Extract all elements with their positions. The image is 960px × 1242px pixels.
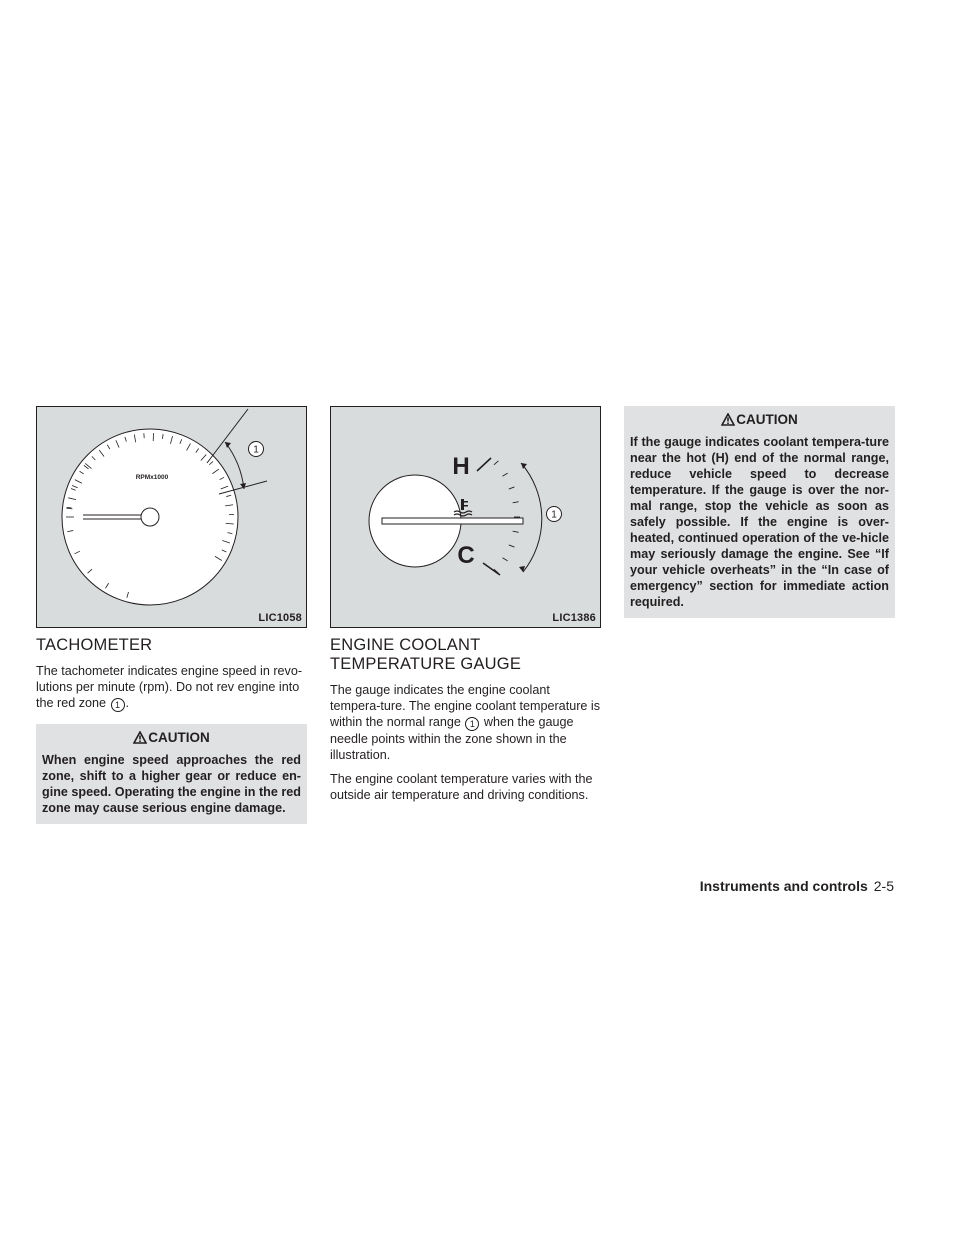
- tachometer-column: [36, 406, 307, 824]
- page-footer: [700, 878, 894, 894]
- coolant-tick: [503, 558, 508, 561]
- coolant-scale-ticks: [494, 461, 520, 573]
- figure-code: LIC1058: [258, 612, 302, 624]
- body-paragraph: [36, 663, 307, 712]
- footer-section-title: Instruments and controls: [699, 878, 868, 894]
- coolant-tick: [513, 502, 519, 503]
- caution-text: If the gauge indicates coolant tempera-ture near the hot (H) end of the normal range, reduce vehicle speed to decrease temperature. If the gauge is over the nor-mal range, stop the vehicle as soon as safely possible. If the engine is over-heated, continued operation of the ve-hicle may seriously damage the engine. See “If your vehicle overheats” in the “In case of emergency” section for immediate action required.: [630, 435, 889, 609]
- caution-box: [36, 724, 307, 824]
- section-heading: ENGINE COOLANT TEMPERATURE GAUGE: [330, 636, 522, 673]
- cold-label: C: [457, 542, 475, 569]
- page-number: 2-5: [873, 878, 894, 894]
- reference-number: 1: [465, 717, 479, 731]
- body-text: when the gauge needle points within the zone shown in the illustration.: [330, 715, 574, 762]
- coolant-tick: [513, 531, 519, 532]
- tachometer-figure: [36, 406, 307, 628]
- body-paragraph: [330, 682, 601, 763]
- hot-label: H: [452, 453, 470, 480]
- caution-heading: [42, 730, 301, 746]
- tachometer-callout-number: 1: [253, 444, 259, 456]
- rpm-label: RPMx1000: [135, 474, 169, 481]
- caution-label: CAUTION: [148, 730, 210, 745]
- caution-label: CAUTION: [736, 412, 798, 427]
- tachometer-illustration: [37, 407, 308, 629]
- coolant-tick: [503, 473, 508, 476]
- body-text: The tachometer indicates engine speed in revo-lutions per minute (rpm). Do not rev engine into the red zone: [36, 664, 303, 710]
- coolant-callout-number: 1: [551, 509, 557, 521]
- coolant-tick: [494, 461, 498, 465]
- caution-heading: [630, 412, 889, 428]
- figure-code: LIC1386: [552, 612, 596, 624]
- coolant-tick: [509, 487, 515, 489]
- reference-number: 1: [111, 698, 125, 712]
- coolant-tick: [509, 545, 515, 547]
- body-text: .: [125, 696, 130, 710]
- warning-triangle-icon: [133, 731, 147, 744]
- caution-box: [624, 406, 895, 618]
- coolant-column: [330, 406, 601, 811]
- coolant-gauge-illustration: [331, 407, 602, 629]
- coolant-caution-column: [624, 406, 895, 618]
- warning-triangle-icon: [721, 413, 735, 426]
- section-heading: TACHOMETER: [36, 636, 153, 654]
- body-text: The gauge indicates the engine coolant tempera-ture. The engine coolant temperature is within the normal range: [330, 683, 600, 729]
- caution-text: When engine speed approaches the red zone, shift to a higher gear or reduce en-gine speed. Operating the engine in the red zone may cause serious engine damage.: [42, 753, 301, 815]
- coolant-figure: [330, 406, 601, 628]
- tachometer-tick: [67, 507, 72, 508]
- body-paragraph: The engine coolant temperature varies with the outside air temperature and driving conditions.: [330, 772, 593, 802]
